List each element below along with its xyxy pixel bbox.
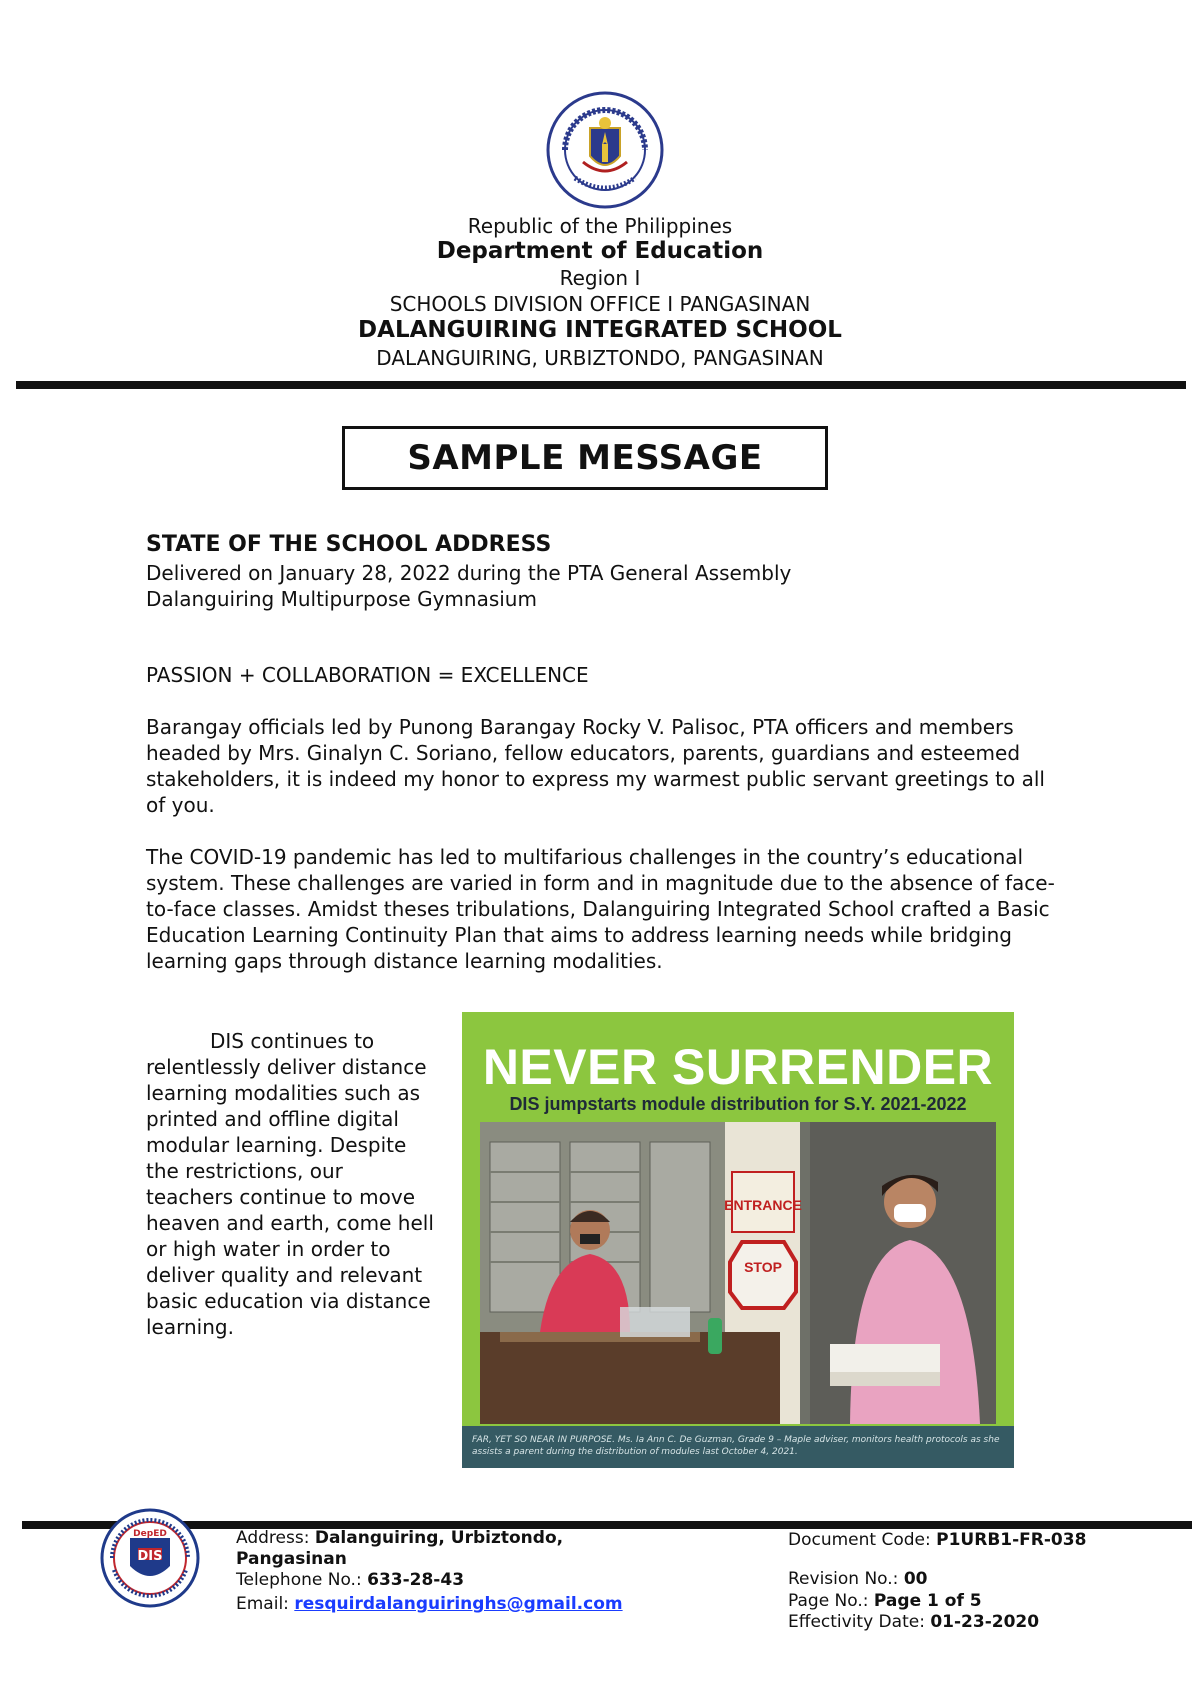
division-line: SCHOOLS DIVISION OFFICE I PANGASINAN xyxy=(389,292,811,316)
footer-telephone xyxy=(236,1570,464,1591)
effectivity-value: 01-23-2020 xyxy=(930,1612,1040,1632)
svg-text:DepED: DepED xyxy=(133,1529,167,1539)
module-distribution-photo xyxy=(480,1122,996,1424)
deped-seal-logo xyxy=(545,90,665,210)
address-value: Dalanguiring, Urbiztondo, Pangasinan xyxy=(236,1528,564,1569)
telephone-label: Telephone No.: xyxy=(236,1570,362,1590)
poster-subtitle: DIS jumpstarts module distribution for S.Y. 2021-2022 xyxy=(509,1094,967,1114)
footer-revision xyxy=(788,1569,927,1590)
poster-caption: FAR, YET SO NEAR IN PURPOSE. Ms. Ia Ann C. De Guzman, Grade 9 – Maple adviser, monitors health protocols as she assists a parent during the distribution of modules last October 4, 2021. xyxy=(462,1426,1014,1468)
header-divider xyxy=(16,381,1186,389)
revision-value: 00 xyxy=(903,1569,928,1589)
motto-line: PASSION + COLLABORATION = EXCELLENCE xyxy=(146,663,589,687)
never-surrender-poster xyxy=(462,1012,1014,1468)
stop-sign: STOP xyxy=(744,1259,782,1275)
entrance-sign: ENTRANCE xyxy=(724,1197,802,1213)
footer-doc-code xyxy=(788,1530,1086,1551)
school-name: DALANGUIRING INTEGRATED SCHOOL xyxy=(358,317,842,343)
doc-code-label: Document Code: xyxy=(788,1530,931,1550)
document-title: SAMPLE MESSAGE xyxy=(342,426,828,490)
telephone-value: 633-28-43 xyxy=(367,1570,465,1590)
school-address-line: DALANGUIRING, URBIZTONDO, PANGASINAN xyxy=(376,346,824,370)
page-value: Page 1 of 5 xyxy=(873,1591,982,1611)
venue-line: Dalanguiring Multipurpose Gymnasium xyxy=(146,587,537,611)
revision-label: Revision No.: xyxy=(788,1569,899,1589)
svg-text:DIS: DIS xyxy=(137,1549,163,1564)
effectivity-label: Effectivity Date: xyxy=(788,1612,925,1632)
footer-effectivity xyxy=(788,1612,1039,1633)
paragraph-greetings: Barangay officials led by Punong Barangay Rocky V. Palisoc, PTA officers and members headed by Mrs. Ginalyn C. Soriano, fellow educators, parents, guardians and esteemed stakeholders, it is indeed my honor to express my warmest public servant greetings to all of you. xyxy=(146,715,1045,817)
dis-school-logo xyxy=(100,1508,200,1608)
poster-title: NEVER SURRENDER xyxy=(482,1039,994,1095)
email-label: Email: xyxy=(236,1594,289,1614)
region-line: Region I xyxy=(559,266,641,290)
doc-code-value: P1URB1-FR-038 xyxy=(936,1530,1087,1550)
paragraph-modalities: DIS continues to relentlessly deliver distance learning modalities such as printed and offline digital modular learning. Despite the restrictions, our teachers continue to move heaven and earth, come hell or high water in order to deliver quality and relevant basic education via distance learning. xyxy=(146,1029,434,1339)
footer-page-number xyxy=(788,1591,982,1612)
paragraph-pandemic: The COVID-19 pandemic has led to multifarious challenges in the country’s educational system. These challenges are varied in form and in magnitude due to the absence of face-to-face classes. Amidst theses tribulations, Dalanguiring Integrated School crafted a Basic Education Learning Continuity Plan that aims to address learning needs while bridging learning gaps through distance learning modalities. xyxy=(146,845,1055,973)
address-heading: STATE OF THE SCHOOL ADDRESS xyxy=(146,532,552,557)
address-label: Address: xyxy=(236,1528,310,1548)
footer-address xyxy=(236,1528,596,1570)
footer-email xyxy=(236,1594,623,1615)
email-link[interactable]: resquirdalanguiringhs@gmail.com xyxy=(294,1594,623,1614)
department-name: Department of Education xyxy=(436,238,764,264)
delivered-line: Delivered on January 28, 2022 during the PTA General Assembly xyxy=(146,561,792,585)
page-label: Page No.: xyxy=(788,1591,869,1611)
republic-line: Republic of the Philippines xyxy=(467,214,733,238)
